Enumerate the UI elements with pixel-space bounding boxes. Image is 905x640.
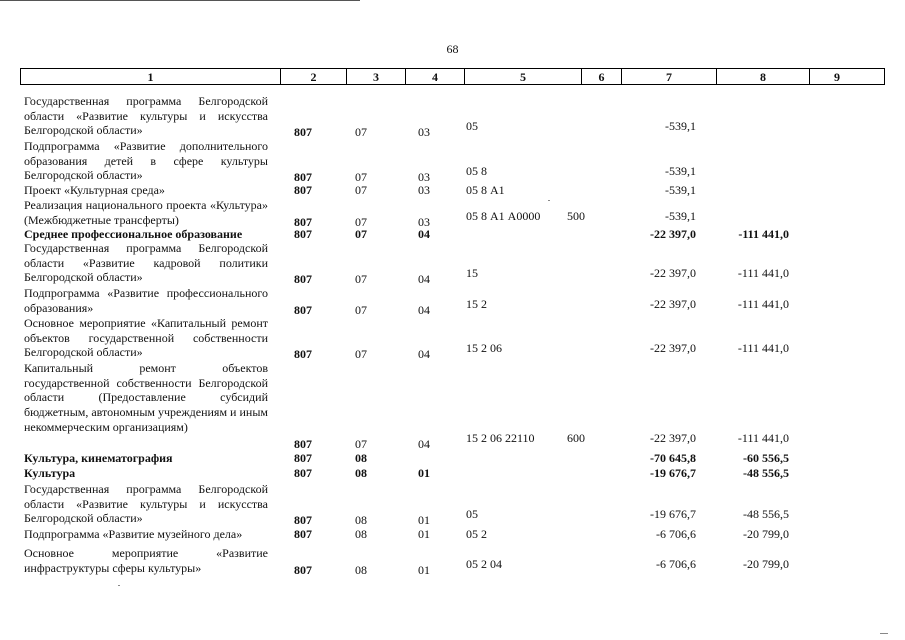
cell-col-2: 807 <box>294 562 312 577</box>
cell-col-3: 08 <box>355 451 367 465</box>
cell-col-5: 05 2 04 <box>466 556 502 571</box>
cell-col-2: 807 <box>294 451 312 465</box>
cell-col-4: 01 <box>418 562 430 577</box>
cell-col-8: -111 441,0 <box>737 430 789 445</box>
scan-edge-line <box>0 0 360 1</box>
cell-col-3: 07 <box>355 214 367 229</box>
cell-col-4: 04 <box>418 347 430 362</box>
cell-col-4: 04 <box>418 272 430 287</box>
header-col-3: 3 <box>347 69 406 84</box>
header-col-8: 8 <box>717 69 810 84</box>
header-col-2: 2 <box>281 69 347 84</box>
cell-col-3: 07 <box>355 302 367 317</box>
cell-col-2: 807 <box>294 302 312 317</box>
cell-col-8: -111 441,0 <box>737 296 789 311</box>
cell-col-3: 08 <box>355 466 367 480</box>
cell-col-8: -20 799,0 <box>743 527 789 541</box>
cell-col-2: 807 <box>294 214 312 229</box>
row-description: Реализация национального проекта «Культура» (Межбюджетные трансферты) <box>24 198 268 227</box>
cell-col-2: 807 <box>294 272 312 287</box>
cell-col-4: 04 <box>418 302 430 317</box>
cell-col-3: 08 <box>355 513 367 528</box>
cell-col-2: 807 <box>294 466 312 480</box>
cell-col-7: -70 645,8 <box>650 451 696 465</box>
cell-col-4: 01 <box>418 466 430 480</box>
cell-col-2: 807 <box>294 347 312 362</box>
cell-col-8: -48 556,5 <box>743 466 789 480</box>
header-col-6: 6 <box>582 69 622 84</box>
cell-col-4: 04 <box>418 436 430 451</box>
cell-col-2: 807 <box>294 527 312 541</box>
row-description: Подпрограмма «Развитие дополнительного образования детей в сфере культуры Белгородской области» <box>24 139 268 183</box>
scan-speck <box>548 200 550 201</box>
cell-col-3: 07 <box>355 272 367 287</box>
cell-col-7: -22 397,0 <box>650 341 696 356</box>
row-description: Подпрограмма «Развитие музейного дела» <box>24 527 243 541</box>
row-description: Государственная программа Белгородской области «Развитие культуры и искусства Белгородской области» <box>24 94 268 138</box>
cell-col-8: -111 441,0 <box>738 227 789 241</box>
cell-col-3: 07 <box>355 227 367 241</box>
cell-col-2: 807 <box>294 513 312 528</box>
cell-col-5: 15 2 06 22110 <box>466 430 535 445</box>
cell-col-3: 07 <box>355 125 367 140</box>
cell-col-3: 07 <box>355 347 367 362</box>
row-description: Государственная программа Белгородской области «Развитие кадровой политики Белгородской области» <box>24 241 268 285</box>
cell-col-4: 01 <box>418 513 430 528</box>
cell-col-4: 03 <box>418 170 430 185</box>
cell-col-2: 807 <box>294 125 312 140</box>
scan-speck <box>880 633 888 634</box>
cell-col-5: 05 <box>466 507 478 522</box>
cell-col-7: -22 397,0 <box>650 266 696 281</box>
cell-col-5: 15 2 06 <box>466 341 502 356</box>
cell-col-8: -111 441,0 <box>737 266 789 281</box>
cell-col-3: 08 <box>355 527 367 541</box>
scan-speck <box>118 585 120 586</box>
cell-col-7: -6 706,6 <box>656 527 696 541</box>
row-description: Культура, кинематография <box>24 451 173 465</box>
cell-col-7: -22 397,0 <box>650 430 696 445</box>
header-col-7: 7 <box>622 69 717 84</box>
cell-col-7: -539,1 <box>665 208 696 223</box>
cell-col-5: 05 <box>466 119 478 134</box>
cell-col-2: 807 <box>294 436 312 451</box>
row-description: Среднее профессиональное образование <box>24 227 243 241</box>
cell-col-2: 807 <box>294 227 312 241</box>
row-description: Государственная программа Белгородской области «Развитие культуры и искусства Белгородской области» <box>24 482 268 526</box>
cell-col-8: -111 441,0 <box>737 341 789 356</box>
row-description: Проект «Культурная среда» <box>24 183 165 197</box>
table-header <box>20 68 885 85</box>
cell-col-8: -60 556,5 <box>743 451 789 465</box>
row-description: Капитальный ремонт объектов государственной собственности Белгородской области (Предоставление субсидий бюджетным, автономным учреждениям и иным некоммерческим организациям) <box>24 361 268 434</box>
cell-col-7: -6 706,6 <box>656 556 696 571</box>
cell-col-4: 01 <box>418 527 430 541</box>
cell-col-4: 03 <box>418 183 430 197</box>
cell-col-8: -48 556,5 <box>743 507 789 522</box>
cell-col-7: -19 676,7 <box>650 507 696 522</box>
header-col-4: 4 <box>406 69 465 84</box>
cell-col-5: 05 8 А1 <box>466 183 505 197</box>
cell-col-3: 07 <box>355 436 367 451</box>
header-col-5: 5 <box>465 69 582 84</box>
cell-col-2: 807 <box>294 183 312 197</box>
cell-col-5: 15 2 <box>466 296 487 311</box>
cell-col-7: -539,1 <box>665 119 696 134</box>
header-col-1: 1 <box>21 69 281 84</box>
cell-col-3: 07 <box>355 170 367 185</box>
cell-col-4: 03 <box>418 125 430 140</box>
cell-col-3: 08 <box>355 562 367 577</box>
row-description: Основное мероприятие «Развитие инфраструктуры сферы культуры» <box>24 546 268 575</box>
cell-col-8: -20 799,0 <box>743 556 789 571</box>
row-description: Подпрограмма «Развитие профессионального образования» <box>24 286 268 315</box>
cell-col-5: 05 8 А1 А0000 <box>466 208 541 223</box>
cell-col-2: 807 <box>294 170 312 185</box>
header-col-9: 9 <box>834 70 840 84</box>
cell-col-6: 600 <box>567 430 585 445</box>
page-number: 68 <box>446 42 459 56</box>
cell-col-3: 07 <box>355 183 367 197</box>
cell-col-7: -539,1 <box>665 183 696 197</box>
cell-col-6: 500 <box>567 208 585 223</box>
cell-col-7: -539,1 <box>665 164 696 179</box>
cell-col-5: 15 <box>466 266 478 281</box>
cell-col-4: 04 <box>418 227 430 241</box>
row-description: Культура <box>24 466 76 480</box>
cell-col-7: -22 397,0 <box>650 227 696 241</box>
row-description: Основное мероприятие «Капитальный ремонт объектов государственной собственности Белгородской области» <box>24 316 268 360</box>
cell-col-7: -19 676,7 <box>650 466 696 480</box>
cell-col-5: 05 2 <box>466 527 487 541</box>
cell-col-7: -22 397,0 <box>650 296 696 311</box>
cell-col-5: 05 8 <box>466 164 487 179</box>
cell-col-4: 03 <box>418 214 430 229</box>
